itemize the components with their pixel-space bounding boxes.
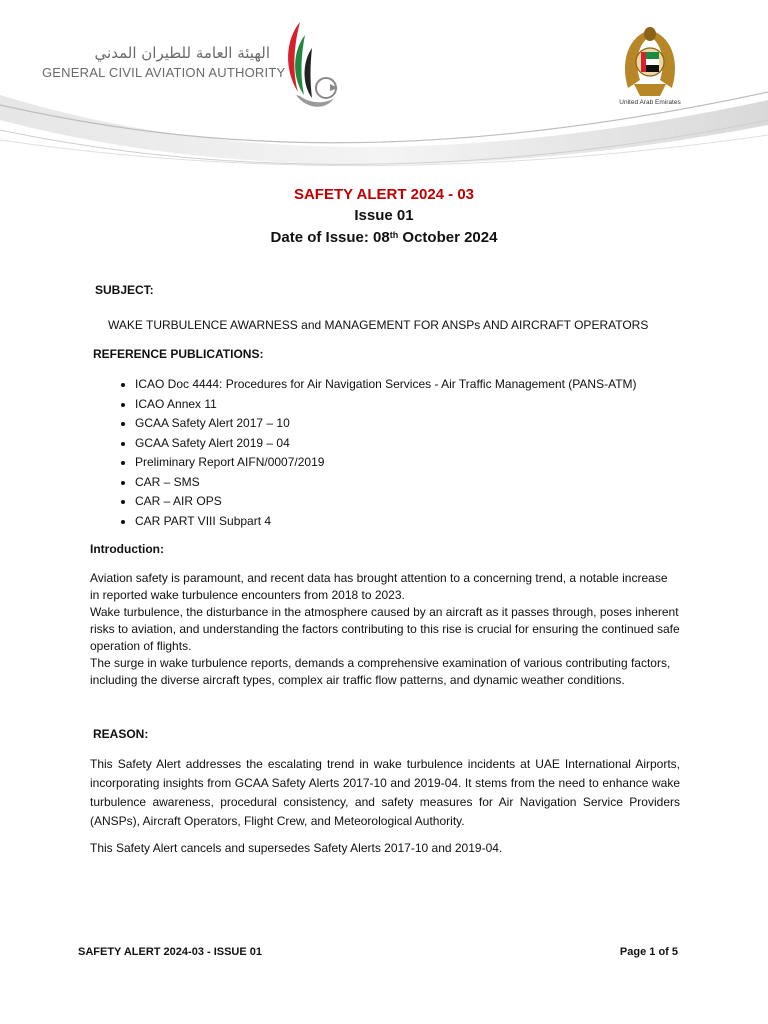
date-prefix: Date of Issue: 08	[270, 229, 390, 246]
date-ordinal: th	[389, 230, 399, 240]
references-list	[113, 375, 735, 531]
subject-heading: SUBJECT:	[95, 283, 154, 297]
letterhead	[0, 0, 768, 175]
alert-title-block	[0, 185, 768, 249]
introduction-paragraph-3: The surge in wake turbulence reports, demands a comprehensive examination of various contributing factors, including the diverse aircraft types, complex air traffic flow patterns, and dynamic weather conditions.	[90, 656, 671, 687]
introduction-paragraph-2: Wake turbulence, the disturbance in the atmosphere caused by an aircraft as it passes through, poses inherent risks to aviation, and understanding the factors contributing to this rise is crucial for ensuring the continued safe operation of flights.	[90, 605, 680, 653]
introduction-paragraph-1: Aviation safety is paramount, and recent data has brought attention to a concerning trend, a notable increase in reported wake turbulence encounters from 2018 to 2023.	[90, 571, 668, 602]
list-item: • CAR – SMS	[135, 473, 735, 493]
list-item: • Preliminary Report AIFN/0007/2019	[135, 453, 735, 473]
list-item: • CAR PART VIII Subpart 4	[135, 512, 735, 532]
reason-paragraph-1: This Safety Alert addresses the escalating trend in wake turbulence incidents at UAE International Airports, incorporating insights from GCAA Safety Alerts 2017-10 and 2019-04. It stems from the need to enhance wake turbulence awareness, procedural consistency, and safety measures for Air Navigation Service Providers (ANSPs), Aircraft Operators, Flight Crew, and Meteorological Authority.	[90, 757, 680, 828]
footer-document-id: SAFETY ALERT 2024-03 - ISSUE 01	[78, 946, 263, 958]
date-suffix: October 2024	[398, 229, 498, 246]
reason-paragraph-2: This Safety Alert cancels and supersedes Safety Alerts 2017-10 and 2019-04.	[90, 841, 503, 855]
org-name-english: GENERAL CIVIL AVIATION AUTHORITY	[42, 65, 286, 80]
list-item: • CAR – AIR OPS	[135, 492, 735, 512]
footer-page-number: Page 1 of 5	[619, 946, 678, 958]
references-heading: REFERENCE PUBLICATIONS:	[93, 347, 264, 361]
introduction-heading: Introduction:	[90, 542, 164, 556]
emblem-caption: United Arab Emirates	[619, 99, 681, 106]
reason-heading: REASON:	[93, 727, 149, 741]
uae-falcon-emblem-icon	[625, 27, 675, 96]
list-item: • GCAA Safety Alert 2017 – 10	[135, 414, 735, 434]
gcaa-falcon-logo-icon	[288, 22, 338, 107]
alert-title: SAFETY ALERT 2024 - 03	[293, 186, 475, 203]
list-item: • ICAO Annex 11	[135, 395, 735, 415]
list-item: • GCAA Safety Alert 2019 – 04	[135, 434, 735, 454]
date-of-issue	[0, 227, 768, 249]
issue-number: Issue 01	[354, 207, 414, 224]
list-item: • ICAO Doc 4444: Procedures for Air Navigation Services - Air Traffic Management (PANS-ATM)	[135, 375, 735, 395]
header-swoosh-graphic	[0, 0, 768, 175]
subject-text: WAKE TURBULENCE AWARNESS and MANAGEMENT FOR ANSPs AND AIRCRAFT OPERATORS	[108, 318, 649, 332]
org-name-arabic: الهيئة العامة للطيران المدني	[94, 44, 270, 62]
introduction-body	[90, 570, 680, 689]
